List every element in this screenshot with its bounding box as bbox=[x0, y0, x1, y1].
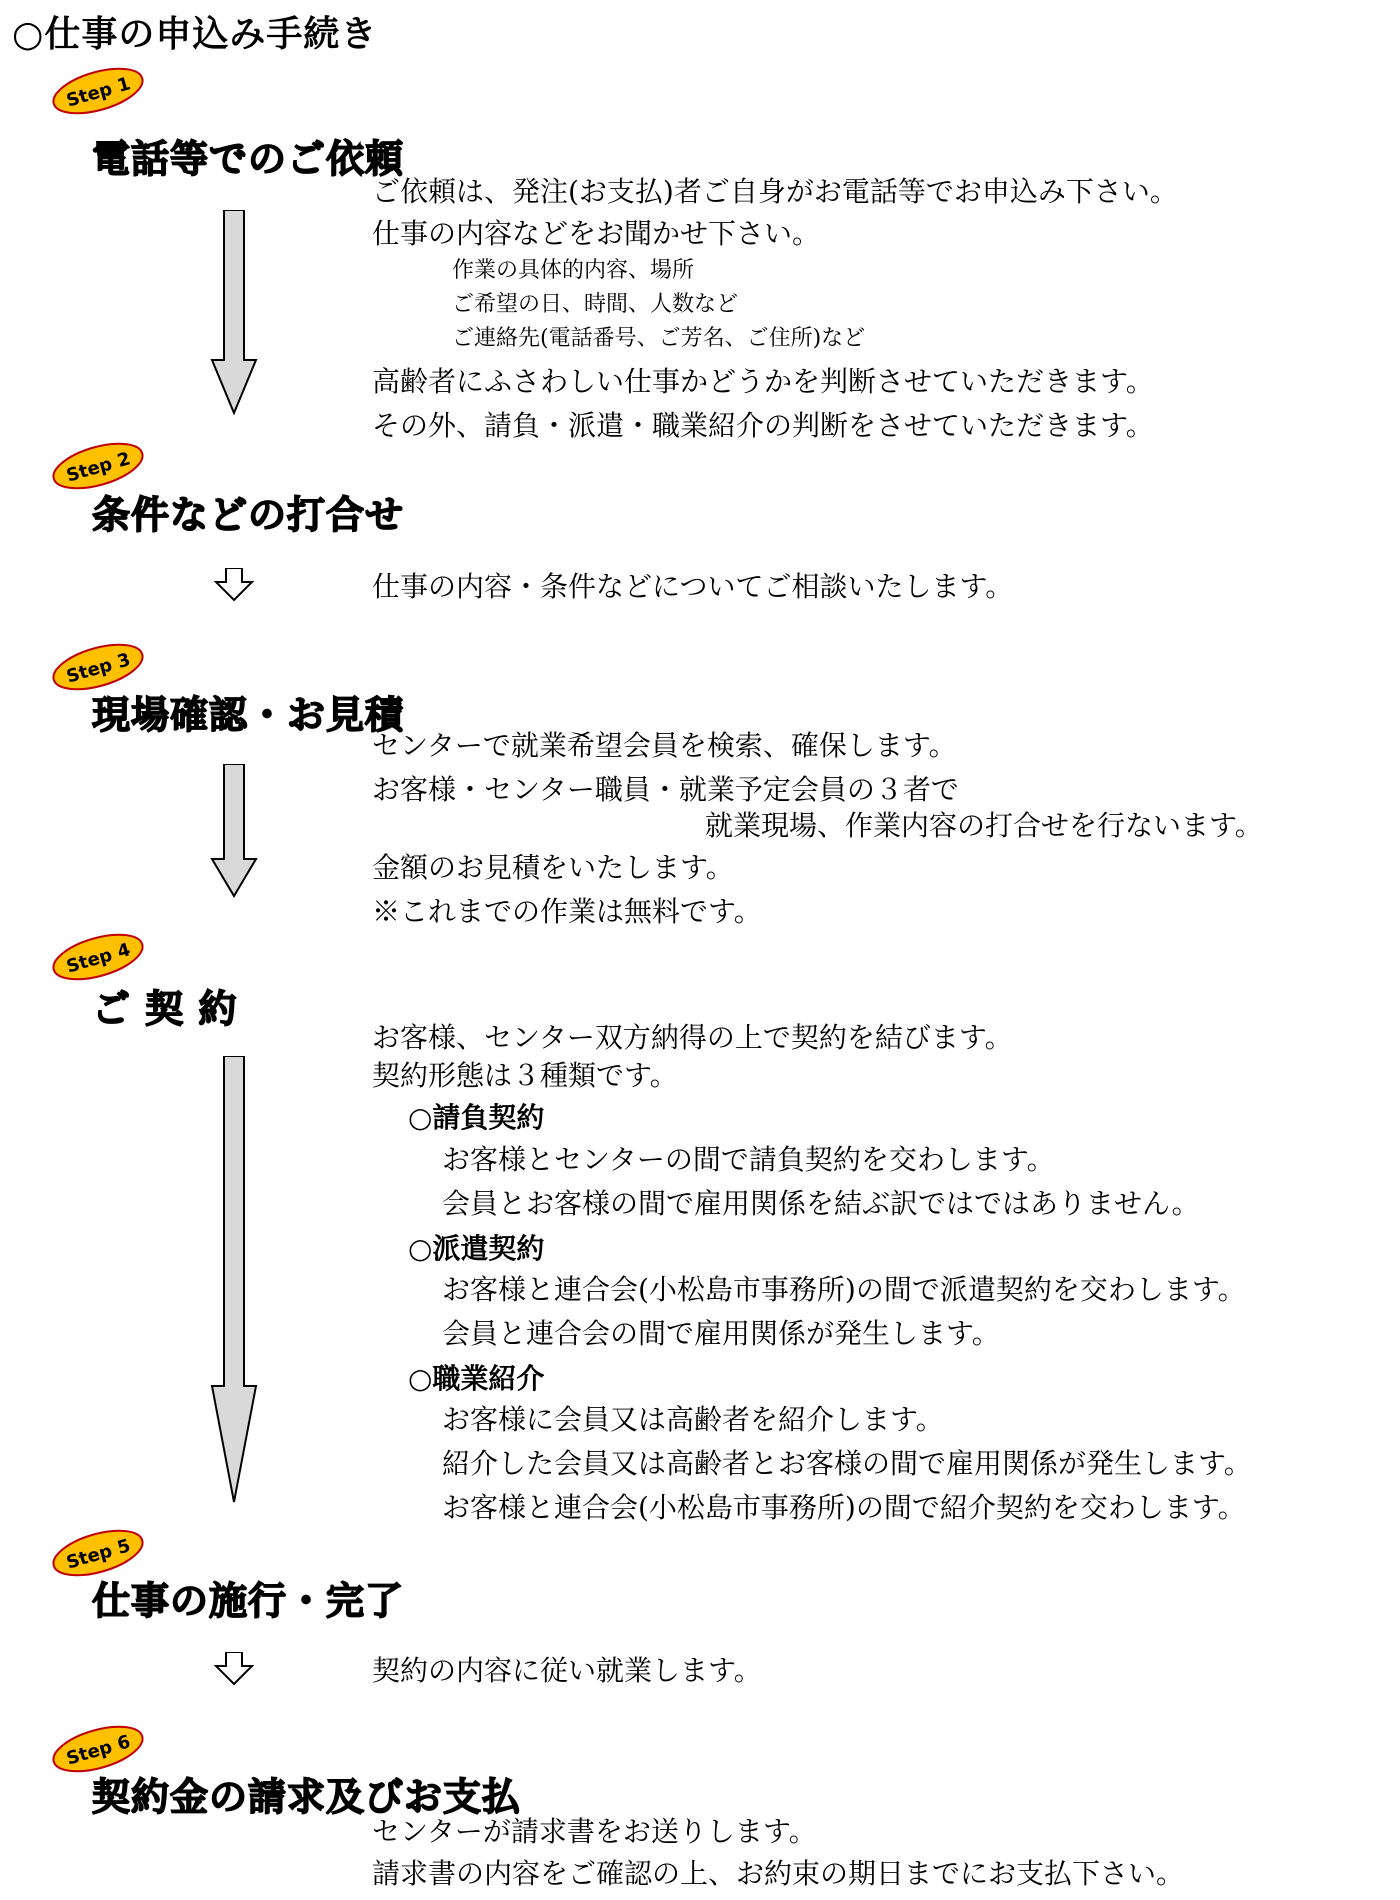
step-1-line-3: 作業の具体的内容、場所 bbox=[452, 258, 695, 283]
step-1-line-1: ご依頼は、発注(お支払)者ご自身がお電話等でお申込み下さい。 bbox=[372, 175, 1178, 208]
step-6-line-1: センターが請求書をお送りします。 bbox=[372, 1815, 817, 1848]
contract-haken-line-2: 会員と連合会の間で雇用関係が発生します。 bbox=[442, 1317, 1000, 1350]
step-1-line-5: ご連絡先(電話番号、ご芳名、ご住所)など bbox=[452, 326, 866, 351]
step-4-heading: ご 契 約 bbox=[92, 987, 238, 1031]
contract-haken-line-1: お客様と連合会(小松島市事務所)の間で派遣契約を交わします。 bbox=[442, 1273, 1246, 1306]
step-6-heading: 契約金の請求及びお支払 bbox=[92, 1775, 522, 1819]
step-3-arrow-down-icon bbox=[210, 764, 258, 898]
step-4-line-1: お客様、センター双方納得の上で契約を結びます。 bbox=[372, 1021, 1013, 1054]
step-1-line-4: ご希望の日、時間、人数など bbox=[452, 292, 739, 317]
contract-haken-title: ○派遣契約 bbox=[408, 1232, 545, 1265]
step-2-arrow-down-icon bbox=[210, 568, 258, 602]
step-4-arrow-down-icon bbox=[210, 1056, 258, 1504]
step-6-line-2: 請求書の内容をご確認の上、お約束の期日までにお支払下さい。 bbox=[372, 1857, 1185, 1890]
contract-shokai-line-1: お客様に会員又は高齢者を紹介します。 bbox=[442, 1403, 944, 1436]
step-5-heading: 仕事の施行・完了 bbox=[92, 1579, 405, 1623]
step-1-badge bbox=[46, 58, 150, 125]
step-3-line-4: 金額のお見積をいたします。 bbox=[372, 851, 734, 884]
contract-shokai-title: ○職業紹介 bbox=[408, 1362, 545, 1395]
step-3-line-5: ※これまでの作業は無料です。 bbox=[372, 895, 762, 928]
step-3-badge-label: Step 3 bbox=[64, 649, 133, 688]
page-title: ○仕事の申込み手続き bbox=[12, 14, 378, 55]
contract-ukeoi-title: ○請負契約 bbox=[408, 1101, 545, 1134]
step-3-heading: 現場確認・お見積 bbox=[92, 693, 405, 737]
step-5-arrow-down-icon bbox=[210, 1652, 258, 1686]
step-1-badge-label: Step 1 bbox=[64, 73, 133, 112]
step-2-heading: 条件などの打合せ bbox=[92, 493, 405, 537]
step-2-badge-label: Step 2 bbox=[64, 448, 133, 487]
contract-shokai-line-2: 紹介した会員又は高齢者とお客様の間で雇用関係が発生します。 bbox=[442, 1447, 1252, 1480]
step-3-line-3: 就業現場、作業内容の打合せを行ないます。 bbox=[705, 809, 1263, 842]
step-5-badge-label: Step 5 bbox=[64, 1535, 133, 1574]
step-2-line-1: 仕事の内容・条件などについてご相談いたします。 bbox=[372, 570, 1014, 603]
step-4-line-2: 契約形態は３種類です。 bbox=[372, 1059, 678, 1092]
step-1-line-2: 仕事の内容などをお聞かせ下さい。 bbox=[372, 217, 821, 250]
step-4-badge-label: Step 4 bbox=[64, 939, 133, 978]
step-3-line-1: センターで就業希望会員を検索、確保します。 bbox=[372, 729, 957, 762]
step-1-line-6: 高齢者にふさわしい仕事かどうかを判断させていただきます。 bbox=[372, 365, 1154, 398]
step-1-heading: 電話等でのご依頼 bbox=[92, 137, 405, 181]
contract-ukeoi-line-1: お客様とセンターの間で請負契約を交わします。 bbox=[442, 1143, 1055, 1176]
contract-ukeoi-line-2: 会員とお客様の間で雇用関係を結ぶ訳ではではありません。 bbox=[442, 1187, 1200, 1220]
step-6-badge-label: Step 6 bbox=[64, 1731, 133, 1770]
step-5-line-1: 契約の内容に従い就業します。 bbox=[372, 1654, 762, 1687]
step-1-arrow-down-icon bbox=[210, 210, 258, 415]
contract-shokai-line-3: お客様と連合会(小松島市事務所)の間で紹介契約を交わします。 bbox=[442, 1491, 1246, 1524]
step-3-line-2: お客様・センター職員・就業予定会員の３者で bbox=[372, 773, 959, 806]
step-1-line-7: その外、請負・派遣・職業紹介の判断をさせていただきます。 bbox=[372, 409, 1154, 442]
